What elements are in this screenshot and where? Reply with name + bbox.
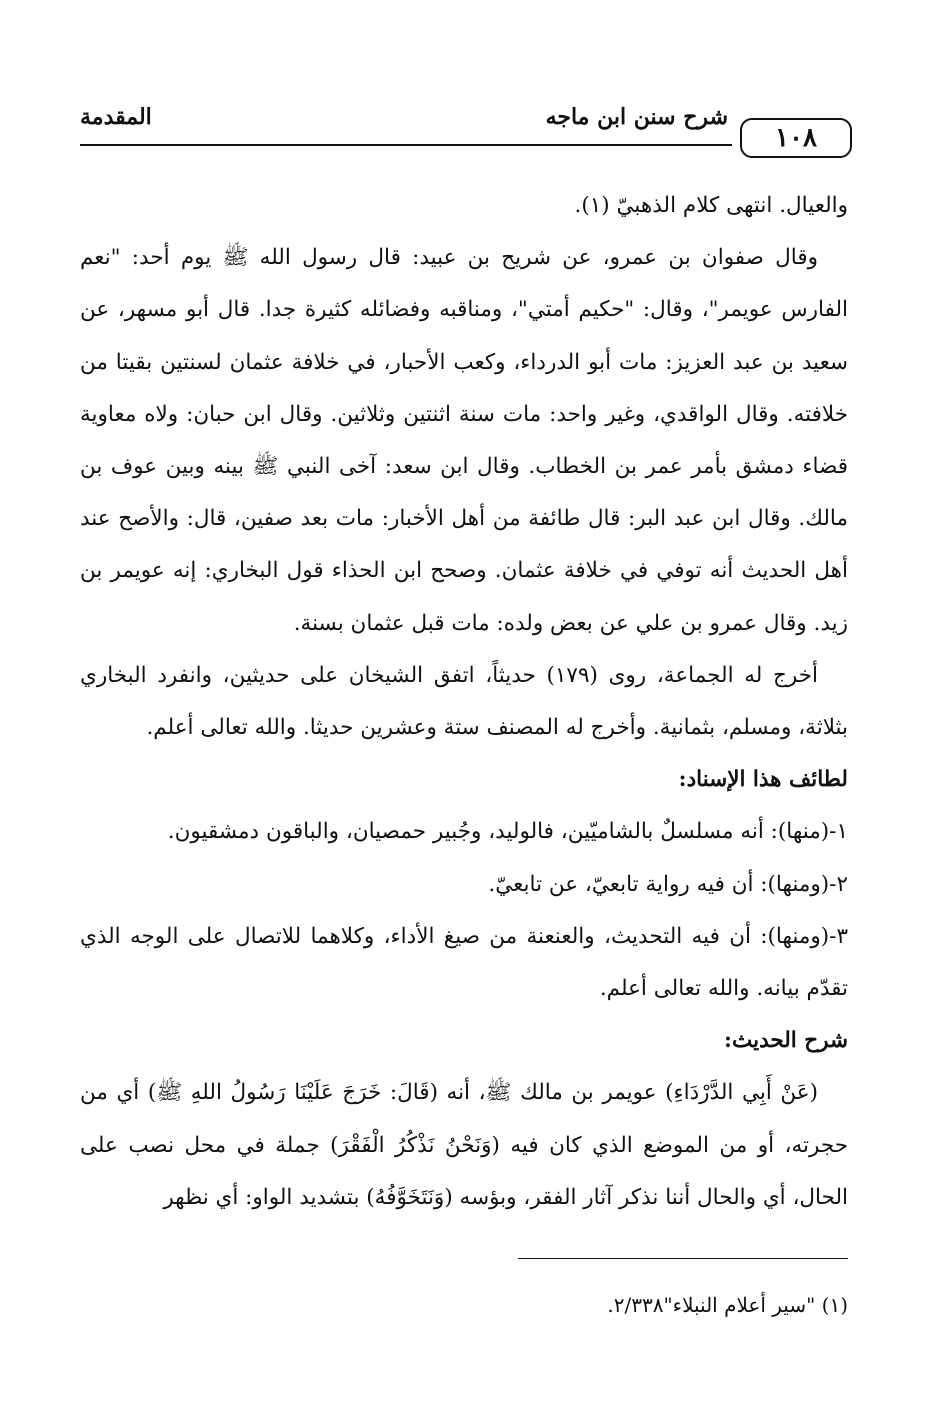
section-heading: شرح الحديث: (724, 1028, 848, 1054)
list-item: ٢-(ومنها): أن فيه رواية تابعيّ، عن تابعيّ. (488, 871, 848, 897)
list-item: ١-(منها): أنه مسلسلٌ بالشاميّين، فالوليد، وجُبير حمصيان، والباقون دمشقيون. (167, 819, 848, 845)
list-item: ٣-(ومنها): أن فيه التحديث، والعنعنة من صيغ الأداء، وكلاهما للاتصال على الوجه الذي تقدّم بيانه. والله تعالى أعلم. (80, 923, 848, 1002)
section-title: المقدمة (80, 104, 152, 130)
paragraph: والعيال. انتهى كلام الذهبيّ (١). (574, 193, 848, 218)
paragraph: (عَنْ أَبِي الدَّرْدَاءِ) عويمر بن مالك ﷺ، أنه (قَالَ: خَرَجَ عَلَيْنَا رَسُولُ اللهِ ﷺ) أي من حجرته، أو من الموضع الذي كان فيه (وَنَحْنُ نَذْكُرُ الْفَقْرَ) جملة في محل نصب على الحال، أي والحال أننا نذكر آثار الفقر، وبؤسه (وَنَتَخَوَّفُهُ) بتشديد الواو: أي نظهر (80, 1080, 848, 1210)
page-number: ١٠٨ (740, 118, 852, 158)
footnote-rule (518, 1258, 848, 1259)
body-text (80, 180, 848, 1224)
running-title: شرح سنن ابن ماجه (545, 104, 728, 130)
page-header (80, 98, 852, 156)
paragraph: وقال صفوان بن عمرو، عن شريح بن عبيد: قال رسول الله ﷺ يوم أحد: "نعم الفارس عويمر"، وقال: "حكيم أمتي"، ومناقبه وفضائله كثيرة جدا. قال أبو مسهر، عن سعيد بن عبد العزيز: مات أبو الدرداء، وكعب الأحبار، في خلافة عثمان لسنتين بقيتا من خلافته. وقال الواقدي، وغير واحد: مات سنة اثنتين وثلاثين. وقال ابن حبان: ولاه معاوية قضاء دمشق بأمر عمر بن الخطاب. وقال ابن سعد: آخى النبي ﷺ بينه وبين عوف بن مالك. وقال ابن عبد البر: قال طائفة من أهل الأخبار: مات بعد صفين، قال: والأصح عند أهل الحديث أنه توفي في خلافة عثمان. وصحح ابن الحذاء قول البخاري: إنه عويمر بن زيد. وقال عمرو بن علي عن بعض ولده: مات قبل عثمان بسنة. (80, 245, 848, 636)
footnote: (١) "سير أعلام النبلاء"٢/٣٣٨. (607, 1293, 848, 1317)
section-heading: لطائف هذا الإسناد: (678, 767, 848, 793)
paragraph: أخرج له الجماعة، روى (١٧٩) حديثاً، اتفق الشيخان على حديثين، وانفرد البخاري بثلاثة، ومسلم، بثمانية. وأخرج له المصنف ستة وعشرين حديثا. والله تعالى أعلم. (80, 662, 848, 741)
header-rule (80, 144, 732, 146)
